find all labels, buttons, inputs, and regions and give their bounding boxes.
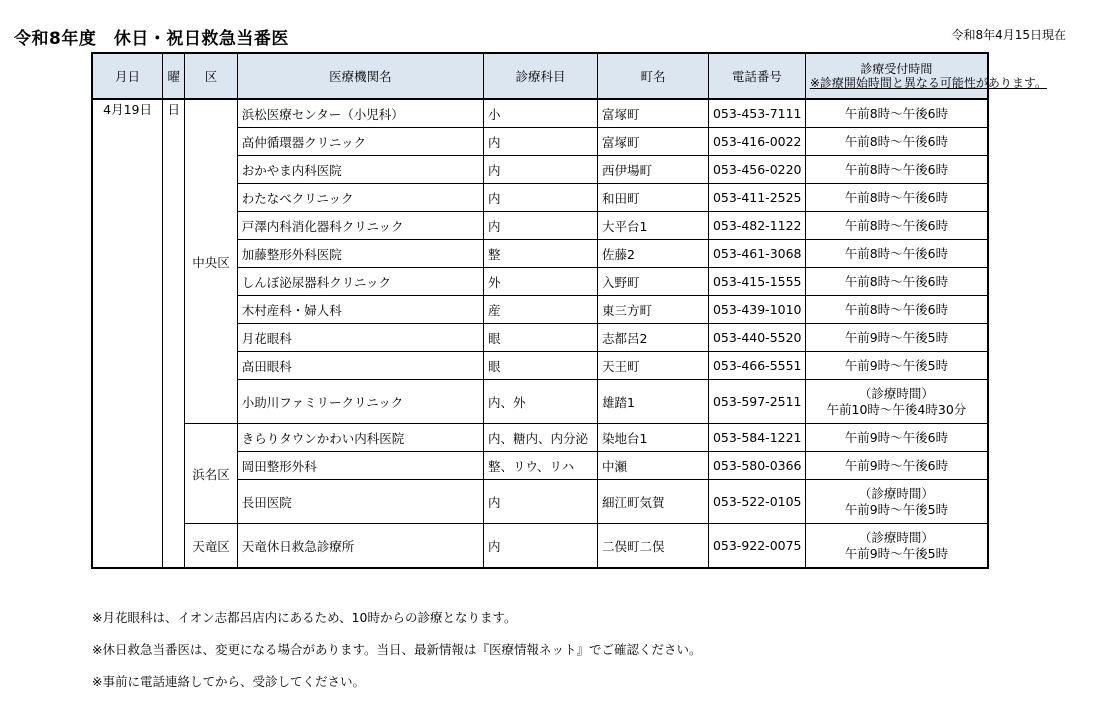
footnote: ※休日救急当番医は、変更になる場合があります。当日、最新情報は『医療情報ネット』でご確認ください。 (92, 642, 702, 657)
footnote: ※事前に電話連絡してから、受診してください。 (92, 674, 365, 689)
facility-cell: 天竜休日救急診療所 (237, 524, 483, 569)
col-month-day: 月日 (92, 53, 163, 99)
facility-cell: 高田眼科 (237, 352, 483, 380)
phone-cell: 053-461-3068 (708, 240, 805, 268)
phone-cell: 053-482-1122 (708, 212, 805, 240)
hours-cell (805, 480, 988, 524)
phone-cell: 053-456-0220 (708, 156, 805, 184)
phone-cell: 053-584-1221 (708, 424, 805, 452)
town-cell: 染地台1 (597, 424, 708, 452)
phone-cell: 053-411-2525 (708, 184, 805, 212)
town-cell: 雄踏1 (597, 380, 708, 424)
dept-cell: 内 (483, 480, 597, 524)
dept-cell: 内 (483, 184, 597, 212)
footnote: ※月花眼科は、イオン志都呂店内にあるため、10時からの診療となります。 (92, 610, 517, 625)
facility-cell: わたなべクリニック (237, 184, 483, 212)
col-hours (805, 53, 1047, 99)
hours-cell: 午前8時～午後6時 (805, 128, 988, 156)
ward-cell: 浜名区 (185, 424, 237, 524)
facility-cell: 高仲循環器クリニック (237, 128, 483, 156)
hours-cell: 午前8時～午後6時 (805, 296, 988, 324)
facility-cell: きらりタウンかわい内科医院 (237, 424, 483, 452)
duty-doctor-table (91, 52, 1047, 569)
town-cell: 天王町 (597, 352, 708, 380)
table-row (92, 424, 988, 452)
town-cell: 西伊場町 (597, 156, 708, 184)
hours-label: （診療時間） (858, 385, 934, 401)
dept-cell: 整、リウ、リハ (483, 452, 597, 480)
dept-cell: 内 (483, 524, 597, 569)
town-cell: 志都呂2 (597, 324, 708, 352)
col-department: 診療科目 (483, 53, 597, 99)
town-cell: 入野町 (597, 268, 708, 296)
weekday-cell: 日 (163, 99, 185, 568)
footnotes (92, 608, 701, 704)
dept-cell: 内 (483, 212, 597, 240)
facility-cell: おかやま内科医院 (237, 156, 483, 184)
hours-cell: 午前9時～午後5時 (805, 324, 988, 352)
hours-value: 午前10時～午後4時30分 (826, 401, 967, 417)
town-cell: 和田町 (597, 184, 708, 212)
hours-cell: 午前8時～午後6時 (805, 184, 988, 212)
ward-cell: 天竜区 (185, 524, 237, 569)
dept-cell: 外 (483, 268, 597, 296)
date-cell: 4月19日 (92, 99, 163, 568)
phone-cell: 053-453-7111 (708, 99, 805, 128)
col-hours-note: ※診療開始時間と異なる可能性があります。 (809, 76, 1047, 90)
facility-cell: しんぼ泌尿器科クリニック (237, 268, 483, 296)
hours-cell: 午前8時～午後6時 (805, 268, 988, 296)
facility-cell: 小助川ファミリークリニック (237, 380, 483, 424)
phone-cell: 053-922-0075 (708, 524, 805, 569)
dept-cell: 内 (483, 156, 597, 184)
table-row (92, 99, 988, 128)
phone-cell: 053-522-0105 (708, 480, 805, 524)
hours-cell: 午前9時～午後6時 (805, 424, 988, 452)
phone-cell: 053-439-1010 (708, 296, 805, 324)
col-facility: 医療機関名 (237, 53, 483, 99)
col-ward: 区 (185, 53, 237, 99)
dept-cell: 内、外 (483, 380, 597, 424)
town-cell: 佐藤2 (597, 240, 708, 268)
table-header-row (92, 53, 988, 99)
hours-cell (805, 524, 988, 569)
dept-cell: 眼 (483, 352, 597, 380)
dept-cell: 内 (483, 128, 597, 156)
dept-cell: 内、糖内、内分泌 (483, 424, 597, 452)
dept-cell: 整 (483, 240, 597, 268)
hours-value: 午前9時～午後5時 (844, 545, 949, 561)
dept-cell: 産 (483, 296, 597, 324)
hours-cell (805, 380, 988, 424)
col-hours-title: 診療受付時間 (860, 62, 933, 76)
facility-cell: 岡田整形外科 (237, 452, 483, 480)
hours-cell: 午前8時～午後6時 (805, 156, 988, 184)
town-cell: 富塚町 (597, 99, 708, 128)
phone-cell: 053-415-1555 (708, 268, 805, 296)
table-row (92, 524, 988, 569)
town-cell: 中瀬 (597, 452, 708, 480)
facility-cell: 月花眼科 (237, 324, 483, 352)
facility-cell: 浜松医療センター（小児科） (237, 99, 483, 128)
facility-cell: 長田医院 (237, 480, 483, 524)
as-of-date: 令和8年4月15日現在 (951, 28, 1066, 42)
hours-cell: 午前8時～午後6時 (805, 99, 988, 128)
ward-cell: 中央区 (185, 99, 237, 424)
facility-cell: 木村産科・婦人科 (237, 296, 483, 324)
col-weekday: 曜 (163, 53, 185, 99)
hours-cell: 午前9時～午後5時 (805, 352, 988, 380)
facility-cell: 戸澤内科消化器科クリニック (237, 212, 483, 240)
dept-cell: 小 (483, 99, 597, 128)
phone-cell: 053-416-0022 (708, 128, 805, 156)
phone-cell: 053-466-5551 (708, 352, 805, 380)
hours-cell: 午前9時～午後6時 (805, 452, 988, 480)
facility-cell: 加藤整形外科医院 (237, 240, 483, 268)
town-cell: 富塚町 (597, 128, 708, 156)
dept-cell: 眼 (483, 324, 597, 352)
town-cell: 細江町気賀 (597, 480, 708, 524)
hours-value: 午前9時～午後5時 (844, 501, 949, 517)
hours-label: （診療時間） (858, 529, 934, 545)
col-town: 町名 (597, 53, 708, 99)
hours-cell: 午前8時～午後6時 (805, 240, 988, 268)
page-title: 令和8年度 休日・祝日救急当番医 (14, 29, 289, 49)
phone-cell: 053-580-0366 (708, 452, 805, 480)
phone-cell: 053-597-2511 (708, 380, 805, 424)
town-cell: 大平台1 (597, 212, 708, 240)
phone-cell: 053-440-5520 (708, 324, 805, 352)
town-cell: 二俣町二俣 (597, 524, 708, 569)
town-cell: 東三方町 (597, 296, 708, 324)
hours-label: （診療時間） (858, 485, 934, 501)
hours-cell: 午前8時～午後6時 (805, 212, 988, 240)
col-phone: 電話番号 (708, 53, 805, 99)
